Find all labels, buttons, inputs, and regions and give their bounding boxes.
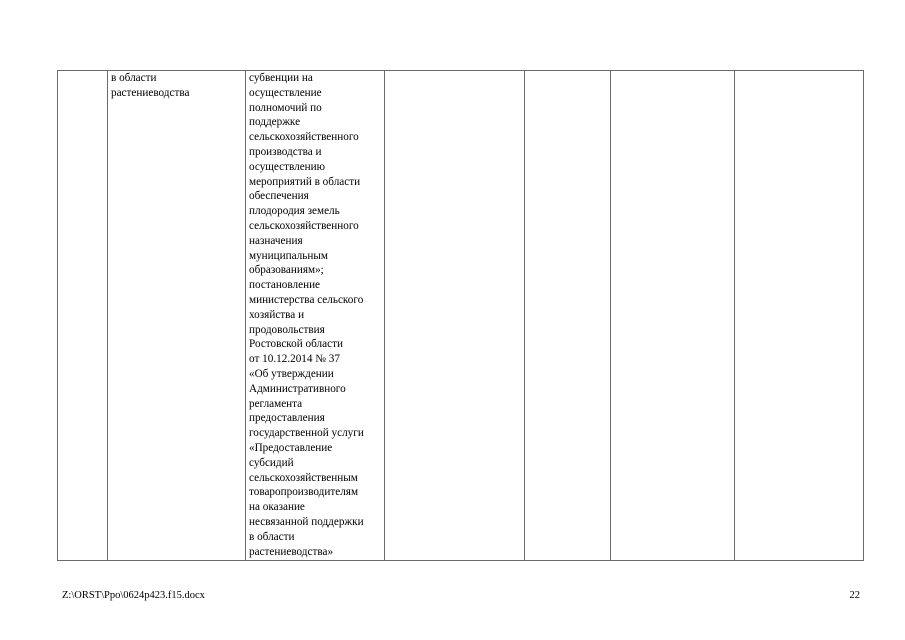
table-cell-empty-5: [525, 71, 611, 561]
document-table: [57, 70, 864, 561]
cell-text-line: субвенции на: [249, 72, 313, 84]
cell-text-line: поддержке: [249, 116, 301, 129]
cell-text-line: субсидий: [249, 456, 294, 469]
table-cell-empty-4: [385, 71, 525, 561]
cell-text-line: сельскохозяйственного: [249, 131, 359, 144]
footer-page-number: 22: [849, 590, 860, 601]
cell-text-line: Ростовской области: [249, 338, 343, 351]
cell-text-line: предоставления: [249, 412, 325, 425]
cell-text-line: государственной услуги: [249, 427, 364, 440]
cell-text-line: образованиям»;: [249, 264, 324, 277]
cell-text-line: назначения: [249, 234, 303, 247]
table-cell-legal-basis: [246, 71, 385, 561]
table-cell-empty-6: [611, 71, 735, 561]
table-cell-empty-7: [735, 71, 864, 561]
footer-file-path: Z:\ORST\Ppo\0624p423.f15.docx: [62, 590, 205, 601]
cell-text-line: в области: [249, 530, 295, 543]
cell-text-line: муниципальным: [249, 249, 328, 262]
cell-text-legal-basis: [249, 71, 384, 559]
cell-text-line: несвязанной поддержки: [249, 515, 364, 528]
cell-text-line: сельскохозяйственным: [249, 471, 358, 484]
cell-text-line: постановление: [249, 279, 321, 292]
cell-text-line: «Об утверждении: [249, 367, 334, 380]
cell-text-line: осуществление: [249, 86, 322, 99]
cell-text-line: полномочий по: [249, 101, 322, 114]
table-row: [58, 71, 864, 561]
cell-text-line: обеспечения: [249, 190, 309, 203]
cell-text-line: продовольствия: [249, 323, 325, 336]
cell-text-line: Административного: [249, 382, 346, 395]
cell-text-line: осуществлению: [249, 160, 326, 173]
cell-text-line: регламента: [249, 397, 303, 410]
cell-text-subject: [111, 71, 245, 101]
cell-text-line: хозяйства и: [249, 308, 305, 321]
cell-text-line: мероприятий в области: [249, 175, 361, 188]
cell-text-line: товаропроизводителям: [249, 486, 359, 499]
cell-text-line: растениеводства»: [249, 545, 334, 558]
cell-text-line: сельскохозяйственного: [249, 219, 359, 232]
cell-text-line: министерства сельского: [249, 293, 364, 306]
cell-text-line: «Предоставление: [249, 441, 333, 454]
cell-text-line: на оказание: [249, 501, 305, 514]
cell-text-line: в области: [111, 72, 157, 84]
cell-text-line: от 10.12.2014 № 37: [249, 353, 340, 366]
table-cell-subject: [108, 71, 246, 561]
cell-text-line: плодородия земель: [249, 205, 340, 218]
table-cell-number: [58, 71, 108, 561]
cell-text-line: производства и: [249, 145, 322, 158]
cell-text-line: растениеводства: [111, 86, 190, 99]
